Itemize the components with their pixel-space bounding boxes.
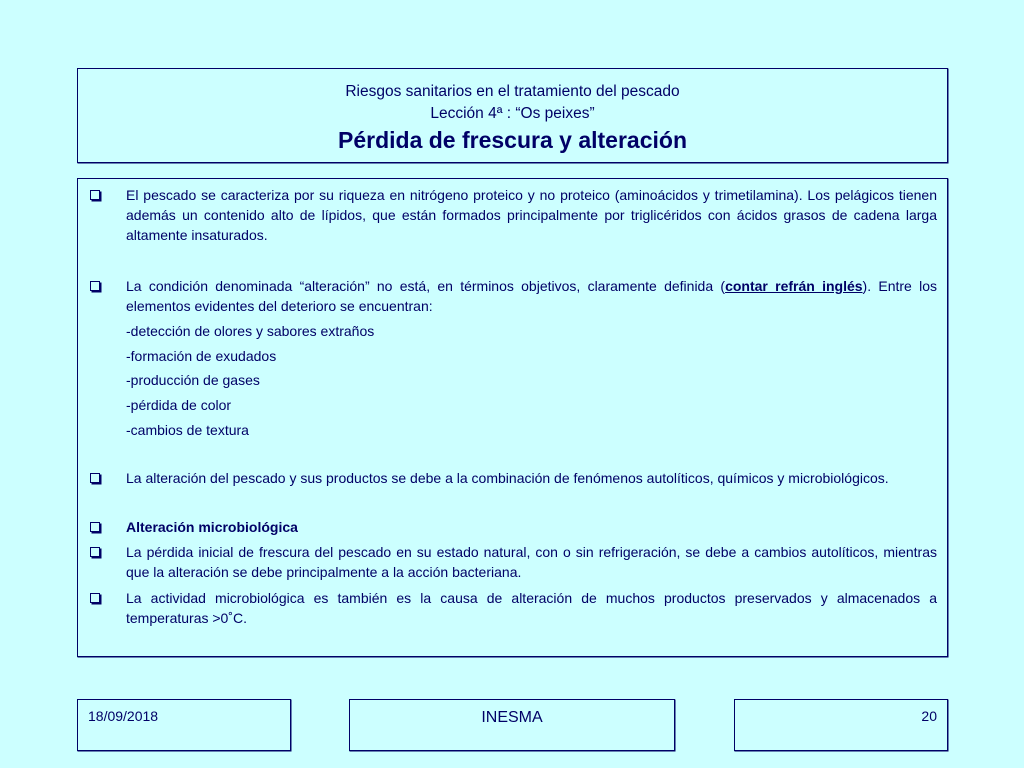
text-after-link: ). Entre los elementos evidentes del deterioro se encuentran:: [126, 278, 937, 314]
course-title: Riesgos sanitarios en el tratamiento del pescado: [345, 83, 680, 100]
bullet-item-heading: [90, 517, 937, 537]
title-box: [77, 68, 948, 163]
bullet-item-freshness: [90, 542, 937, 582]
slide-title: Pérdida de frescura y alteración: [338, 127, 687, 153]
footer-date-box: [77, 699, 291, 751]
bullet-text: [126, 276, 937, 316]
checkbox-bullet-icon: [90, 281, 100, 291]
bullet-heading: Alteración microbiológica: [126, 519, 298, 535]
checkbox-bullet-icon: [90, 473, 100, 483]
footer-page-box: [734, 699, 948, 751]
bullet-item-nitrogen: [90, 185, 937, 245]
footer-org-box: [349, 699, 675, 751]
list-item: -formación de exudados: [126, 348, 277, 364]
bullet-item-microbial: [90, 588, 937, 628]
list-item: -producción de gases: [126, 372, 260, 388]
lesson-title: Lección 4ª : “Os peixes”: [430, 105, 595, 122]
bullet-text: El pescado se caracteriza por su riqueza en nitrógeno proteico y no proteico (aminoácidos y trimetilamina). Los pelágicos tienen además un contenido alto de lípidos, que están formados principalmente por triglicéridos con ácidos grasos de cadena larga altamente insaturados.: [126, 187, 937, 243]
bullet-item-definition: [90, 276, 937, 316]
list-item: -pérdida de color: [126, 397, 232, 413]
checkbox-bullet-icon: [90, 547, 100, 557]
refran-link[interactable]: contar refrán inglés: [725, 278, 863, 294]
page-number: 20: [921, 708, 937, 724]
checkbox-bullet-icon: [90, 190, 100, 200]
text-before-link: La condición denominada “alteración” no está, en términos objetivos, claramente definida (: [126, 278, 726, 294]
bullet-text: La pérdida inicial de frescura del pescado en su estado natural, con o sin refrigeración, se debe a cambios autolíticos, mientras que la alteración se debe principalmente a la acción bacteriana.: [126, 544, 937, 580]
bullet-item-causes: [90, 468, 937, 488]
checkbox-bullet-icon: [90, 593, 100, 603]
bullet-text: La alteración del pescado y sus productos se debe a la combinación de fenómenos autolíticos, químicos y microbiológicos.: [126, 470, 889, 486]
checkbox-bullet-icon: [90, 522, 100, 532]
content-box: [77, 178, 948, 657]
list-item: -cambios de textura: [126, 422, 249, 438]
footer-date: 18/09/2018: [88, 708, 159, 724]
footer-org: INESMA: [481, 709, 543, 726]
bullet-text: La actividad microbiológica es también es la causa de alteración de muchos productos preservados y almacenados a temperaturas >0˚C.: [126, 590, 937, 626]
list-item: -detección de olores y sabores extraños: [126, 323, 375, 339]
